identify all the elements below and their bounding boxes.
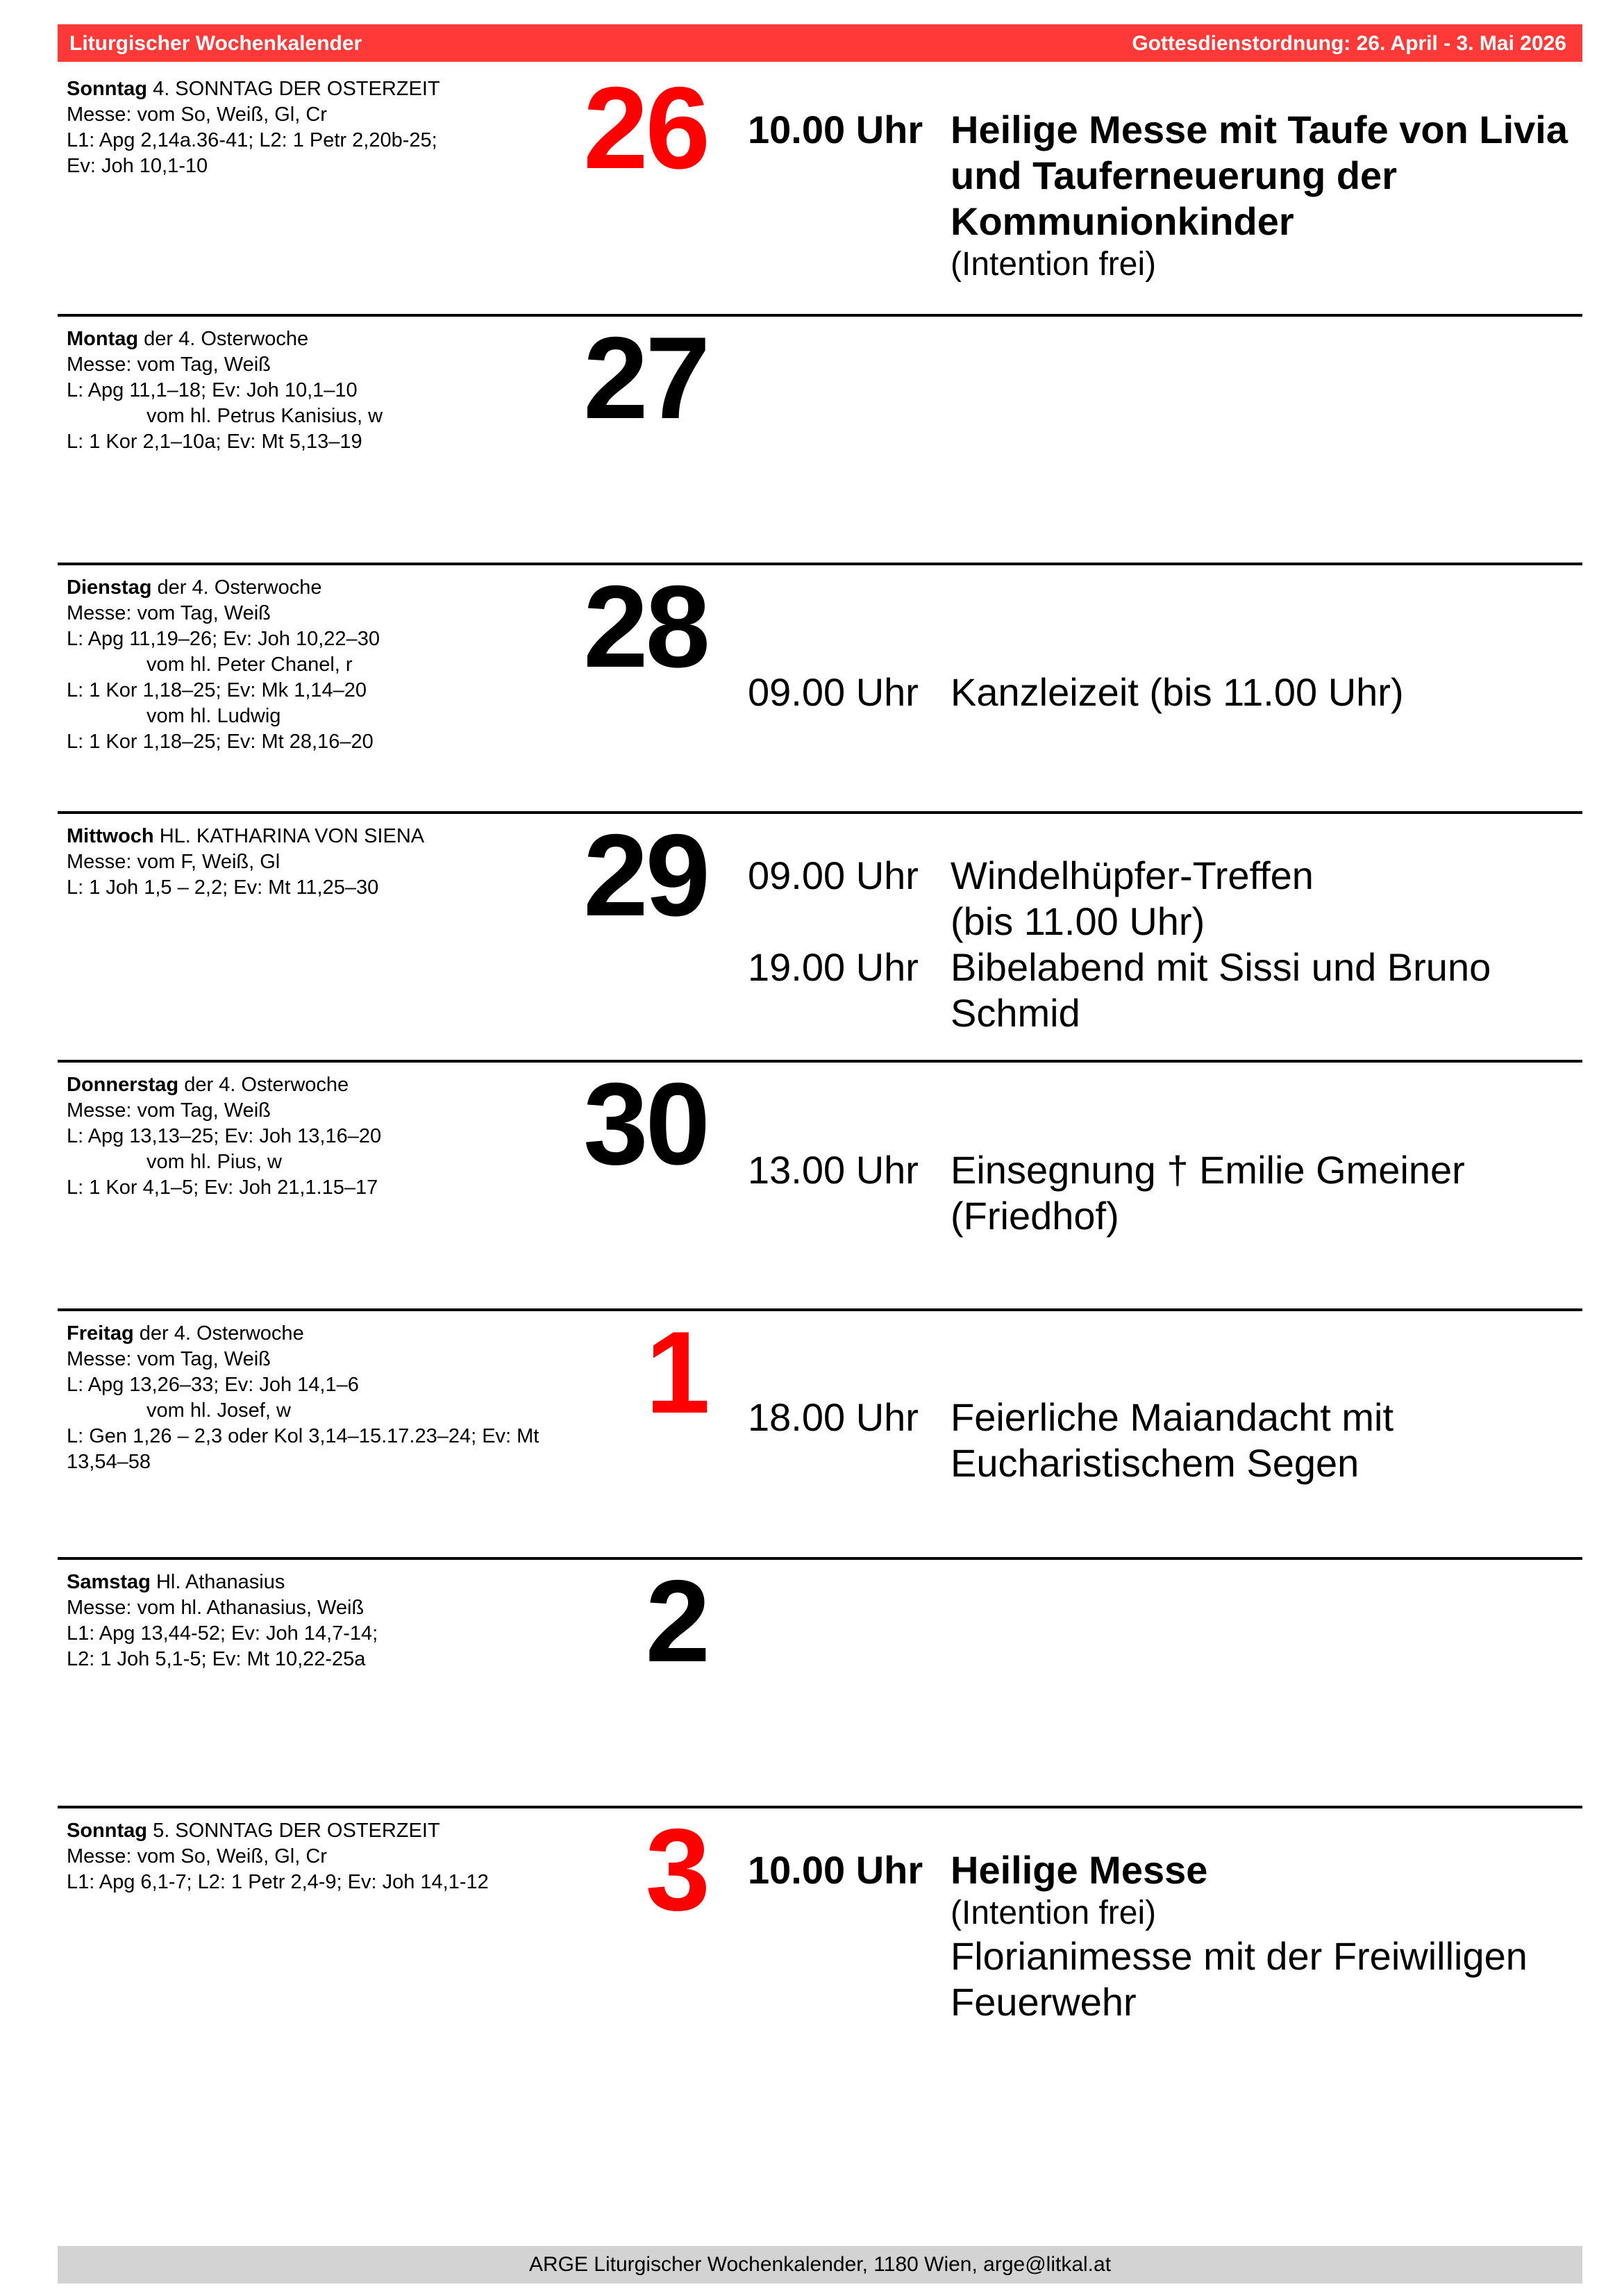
weekday: Dienstag (67, 576, 152, 599)
day-row-26 (58, 63, 1582, 315)
liturgy-line: L1: Apg 2,14a.36-41; L2: 1 Petr 2,20b-25; (67, 129, 437, 151)
event-note: (Intention frei) (951, 246, 1157, 283)
event-text: Feierliche Maiandacht mit Eucharistischem Segen (951, 1395, 1394, 1485)
event (748, 1847, 1581, 2025)
event-time: 19.00 Uhr (748, 945, 919, 989)
day-row-3 (58, 1806, 1582, 2057)
day-row-2 (58, 1557, 1582, 1808)
events (748, 1147, 1581, 1239)
day-title: HL. KATHARINA VON SIENA (159, 825, 425, 847)
liturgy-info (67, 1818, 580, 1895)
day-row-1 (58, 1308, 1582, 1560)
day-title: der 4. Osterwoche (144, 328, 309, 350)
day-number: 2 (645, 1556, 708, 1686)
day-title: Hl. Athanasius (156, 1571, 285, 1593)
weekday: Freitag (67, 1322, 134, 1345)
day-title: 4. SONNTAG DER OSTERZEIT (153, 78, 440, 100)
event (748, 945, 1553, 1036)
event-time: 18.00 Uhr (748, 1395, 919, 1439)
event-text: Heilige Messe mit Taufe von Livia und Tauferneuerung der Kommunionkinder (951, 108, 1568, 243)
liturgy-line: Messe: vom Tag, Weiß (67, 353, 271, 376)
liturgy-info (67, 575, 580, 755)
liturgy-line: vom hl. Ludwig (147, 705, 281, 727)
liturgy-line: L: 1 Joh 1,5 – 2,2; Ev: Mt 11,25–30 (67, 876, 379, 899)
liturgy-line: Messe: vom F, Weiß, Gl (67, 851, 281, 873)
day-number: 1 (645, 1307, 708, 1438)
liturgy-line: L: 1 Kor 1,18–25; Ev: Mk 1,14–20 (67, 679, 367, 701)
event-text: Heilige Messe (951, 1848, 1208, 1892)
liturgy-line: L2: 1 Joh 5,1-5; Ev: Mt 10,22-25a (67, 1648, 366, 1670)
event (748, 669, 1581, 715)
liturgy-line: Messe: vom Tag, Weiß (67, 602, 271, 624)
events (748, 1847, 1581, 2025)
liturgy-line: L: 1 Kor 4,1–5; Ev: Joh 21,1.15–17 (67, 1176, 378, 1199)
day-number: 30 (583, 1058, 708, 1189)
events (748, 1395, 1581, 1486)
event-extra: Florianimesse mit der Freiwilligen Feuerwehr (951, 1934, 1527, 2024)
weekday: Mittwoch (67, 825, 154, 847)
day-title: der 4. Osterwoche (157, 576, 322, 599)
event-time: 13.00 Uhr (748, 1148, 919, 1192)
day-number: 27 (583, 313, 708, 443)
day-number: 29 (583, 810, 708, 940)
liturgy-info (67, 76, 580, 179)
event-text: Einsegnung † Emilie Gmeiner (Friedhof) (951, 1148, 1465, 1238)
liturgy-line: Messe: vom Tag, Weiß (67, 1099, 271, 1122)
event-text: Windelhüpfer-Treffen (bis 11.00 Uhr) (951, 854, 1314, 943)
calendar-title: Liturgischer Wochenkalender (69, 32, 362, 55)
day-number: 28 (583, 561, 708, 692)
liturgy-line: L: 1 Kor 1,18–25; Ev: Mt 28,16–20 (67, 731, 374, 753)
day-row-30 (58, 1060, 1582, 1311)
event (748, 853, 1553, 945)
event-time: 09.00 Uhr (748, 670, 919, 714)
date-range: Gottesdienstordnung: 26. April - 3. Mai 2026 (1132, 32, 1566, 55)
liturgy-info (67, 1321, 580, 1475)
day-title: der 4. Osterwoche (139, 1322, 304, 1345)
weekday: Sonntag (67, 1820, 147, 1842)
liturgy-line: L: Apg 13,13–25; Ev: Joh 13,16–20 (67, 1125, 382, 1147)
event-time: 10.00 Uhr (748, 1848, 923, 1892)
weekday: Montag (67, 328, 139, 350)
liturgy-line: L1: Apg 6,1-7; L2: 1 Petr 2,4-9; Ev: Joh 14,1-12 (67, 1871, 489, 1893)
liturgy-line: Messe: vom Tag, Weiß (67, 1348, 271, 1370)
event (748, 1395, 1581, 1486)
liturgy-line: vom hl. Pius, w (147, 1151, 282, 1173)
liturgy-info (67, 824, 580, 901)
liturgy-line: L: Apg 11,19–26; Ev: Joh 10,22–30 (67, 628, 380, 650)
day-title: der 4. Osterwoche (184, 1074, 349, 1096)
events (748, 853, 1553, 1036)
event-text: Bibelabend mit Sissi und Bruno Schmid (951, 945, 1491, 1035)
liturgy-line: L1: Apg 13,44-52; Ev: Joh 14,7-14; (67, 1622, 378, 1645)
liturgy-line: Messe: vom hl. Athanasius, Weiß (67, 1597, 365, 1619)
event (748, 1147, 1581, 1239)
day-row-29 (58, 811, 1582, 1063)
event-time: 09.00 Uhr (748, 854, 919, 897)
event-note: (Intention frei) (951, 1895, 1157, 1931)
header-bar (58, 24, 1582, 62)
liturgy-line: L: Gen 1,26 – 2,3 oder Kol 3,14–15.17.23–24; Ev: Mt 13,54–58 (67, 1425, 539, 1473)
liturgy-line: vom hl. Peter Chanel, r (147, 654, 353, 676)
weekday: Donnerstag (67, 1074, 179, 1096)
weekday: Samstag (67, 1571, 151, 1593)
day-row-27 (58, 314, 1582, 565)
day-title: 5. SONNTAG DER OSTERZEIT (153, 1820, 440, 1842)
liturgy-line: vom hl. Petrus Kanisius, w (147, 405, 383, 427)
liturgy-line: Ev: Joh 10,1-10 (67, 155, 208, 177)
event-text: Kanzleizeit (bis 11.00 Uhr) (951, 670, 1404, 714)
events (748, 669, 1581, 715)
weekday: Sonntag (67, 78, 147, 100)
liturgy-info (67, 1072, 580, 1201)
liturgy-line: L: 1 Kor 2,1–10a; Ev: Mt 5,13–19 (67, 431, 362, 453)
liturgy-line: L: Apg 11,1–18; Ev: Joh 10,1–10 (67, 379, 358, 401)
liturgy-line: Messe: vom So, Weiß, Gl, Cr (67, 1845, 327, 1867)
events (748, 107, 1581, 285)
liturgy-info (67, 326, 580, 455)
footer-text: ARGE Liturgischer Wochenkalender, 1180 Wien, arge@litkal.at (528, 2253, 1112, 2276)
day-row-28 (58, 563, 1582, 814)
liturgy-line: vom hl. Josef, w (147, 1399, 291, 1422)
liturgy-line: L: Apg 13,26–33; Ev: Joh 14,1–6 (67, 1374, 359, 1396)
event (748, 107, 1581, 285)
liturgy-line: Messe: vom So, Weiß, Gl, Cr (67, 103, 327, 126)
footer (58, 2246, 1582, 2283)
event-time: 10.00 Uhr (748, 108, 923, 151)
day-number: 3 (645, 1804, 708, 1935)
day-number: 26 (583, 63, 708, 193)
liturgy-info (67, 1570, 580, 1672)
